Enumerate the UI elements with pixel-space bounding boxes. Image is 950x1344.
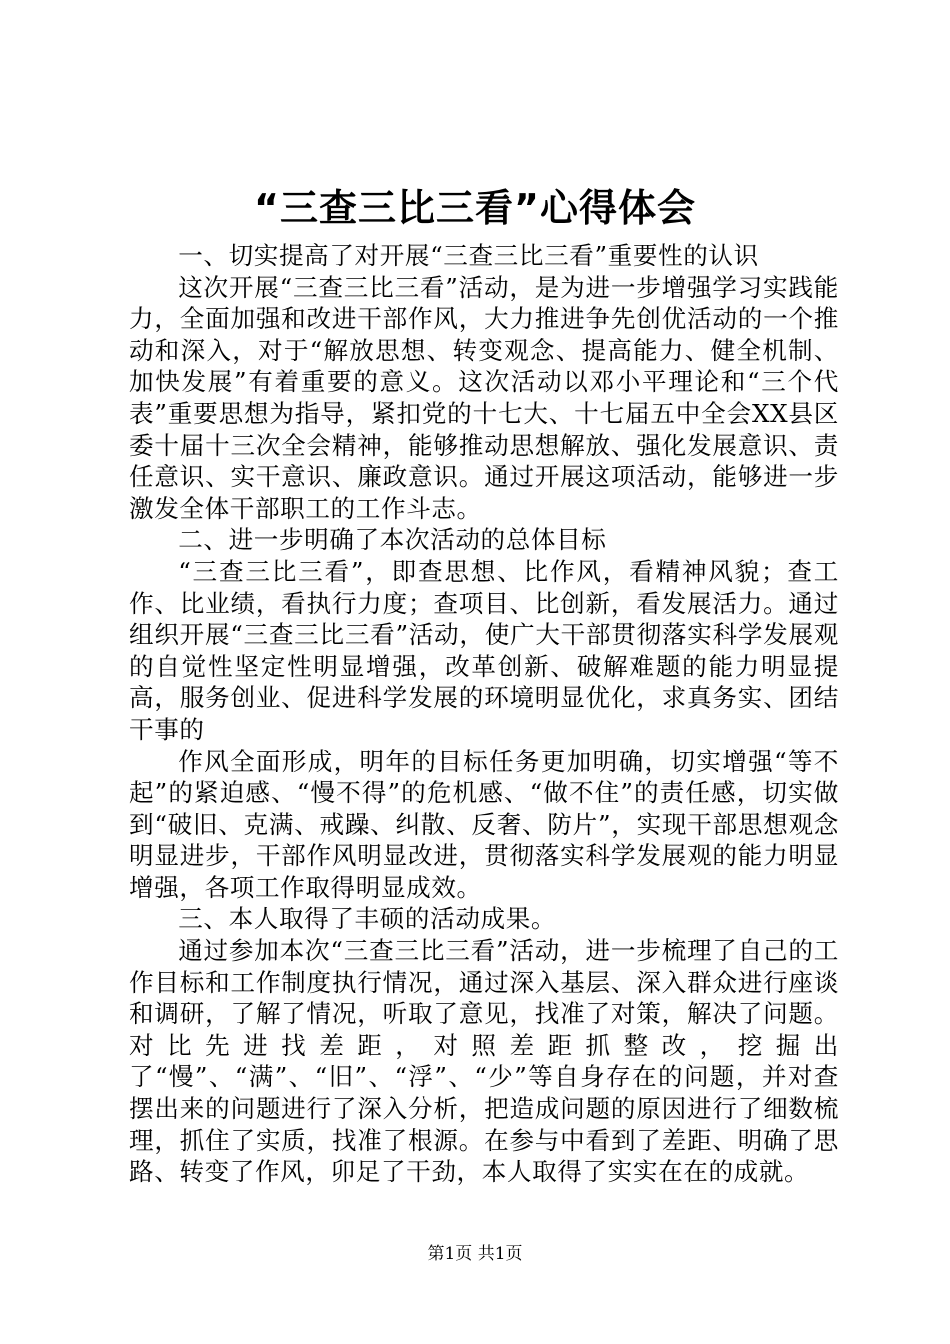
paragraph-3: 作风全面形成，明年的目标任务更加明确，切实增强“等不起”的紧迫感、“慢不得”的危机感、“做不住”的责任感，切实做到“破旧、克满、戒躁、纠散、反奢、防片”，实现干部思想观念明显进步，干部作风明显改进，贯彻落实科学发展观的能力明显增强，各项工作取得明显成效。	[129, 746, 839, 902]
page-footer: 第1页 共1页	[427, 1244, 523, 1264]
section-heading-2: 二、进一步明确了本次活动的总体目标	[178, 525, 607, 555]
paragraph-2: “三查三比三看”，即查思想、比作风，看精神风貌；查工作、比业绩，看执行力度；查项目、比创新，看发展活力。通过组织开展“三查三比三看”活动，使广大干部贯彻落实科学发展观的自觉性坚定性明显增强，改革创新、破解难题的能力明显提高，服务创业、促进科学发展的环境明显优化，求真务实、团结干事的	[129, 556, 839, 744]
section-heading-1: 一、切实提高了对开展“三查三比三看”重要性的认识	[178, 241, 759, 270]
section-heading-3: 三、本人取得了丰硕的活动成果。	[178, 904, 557, 934]
paragraph-1: 这次开展“三查三比三看”活动，是为进一步增强学习实践能力，全面加强和改进干部作风，大力推进争先创优活动的一个推动和深入，对于“解放思想、转变观念、提高能力、健全机制、加快发展”有着重要的意义。这次活动以邓小平理论和“三个代表”重要思想为指导，紧扣党的十七大、十七届五中全会XX县区委十届十三次全会精神，能够推动思想解放、强化发展意识、责任意识、实干意识、廉政意识。通过开展这项活动，能够进一步激发全体干部职工的工作斗志。	[129, 272, 839, 523]
document-title: “三查三比三看”心得体会	[254, 186, 696, 230]
paragraph-4: 通过参加本次“三查三比三看”活动，进一步梳理了自己的工作目标和工作制度执行情况，通过深入基层、深入群众进行座谈和调研，了解了情况，听取了意见，找准了对策，解决了问题。对比先进找差距，对照差距抓整改，挖掘出了“慢”、“满”、“旧”、“浮”、“少”等自身存在的问题，并对查摆出来的问题进行了深入分析，把造成问题的原因进行了细数梳理，抓住了实质，找准了根源。在参与中看到了差距、明确了思路、转变了作风，卯足了干劲，本人取得了实实在在的成就。	[129, 936, 839, 1187]
document-body	[129, 240, 839, 1188]
